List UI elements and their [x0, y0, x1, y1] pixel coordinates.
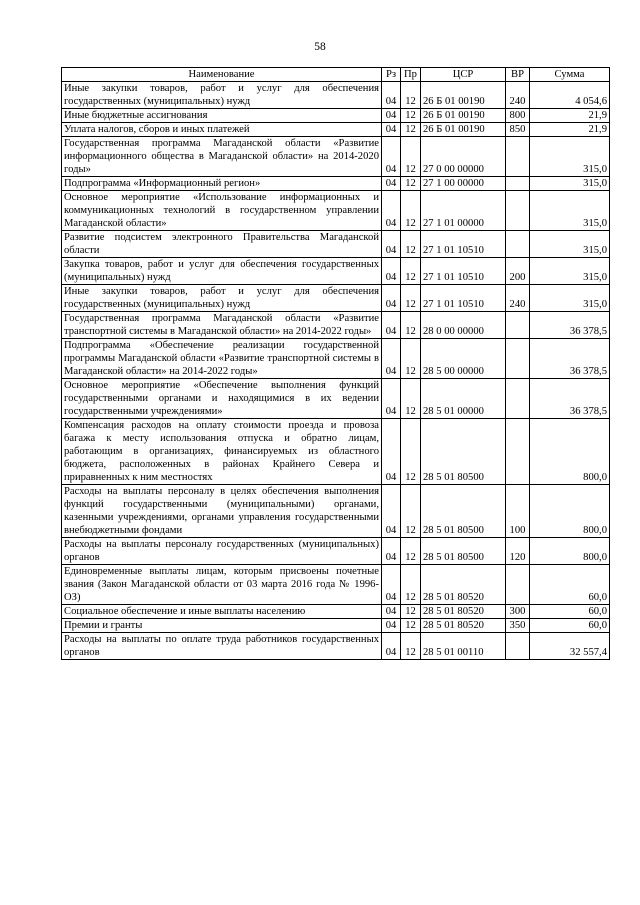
cell-name: Иные закупки товаров, работ и услуг для обеспечения государственных (муниципальных) нужд — [62, 82, 382, 109]
cell-rz: 04 — [382, 379, 401, 419]
table-row — [62, 565, 610, 605]
header-rz: Рз — [382, 68, 401, 82]
header-pr: Пр — [401, 68, 421, 82]
cell-rz: 04 — [382, 419, 401, 485]
cell-sum: 315,0 — [530, 258, 610, 285]
table-row — [62, 258, 610, 285]
cell-pr: 12 — [401, 82, 421, 109]
cell-pr: 12 — [401, 137, 421, 177]
cell-name: Государственная программа Магаданской области «Развитие информационного общества в Магаданской области» на 2014-2020 годы» — [62, 137, 382, 177]
cell-csr: 27 1 01 10510 — [421, 258, 506, 285]
table-row — [62, 485, 610, 538]
cell-rz: 04 — [382, 285, 401, 312]
cell-name: Иные закупки товаров, работ и услуг для обеспечения государственных (муниципальных) нужд — [62, 285, 382, 312]
cell-pr: 12 — [401, 285, 421, 312]
cell-pr: 12 — [401, 419, 421, 485]
cell-sum: 315,0 — [530, 191, 610, 231]
table-row — [62, 231, 610, 258]
table-row — [62, 633, 610, 660]
cell-name: Государственная программа Магаданской области «Развитие транспортной системы в Магаданской области» на 2014-2022 годы» — [62, 312, 382, 339]
cell-vr: 100 — [506, 485, 530, 538]
cell-csr: 28 5 01 80500 — [421, 538, 506, 565]
cell-name: Уплата налогов, сборов и иных платежей — [62, 123, 382, 137]
cell-pr: 12 — [401, 339, 421, 379]
page-number: 58 — [314, 41, 326, 53]
cell-pr: 12 — [401, 619, 421, 633]
budget-table — [61, 67, 610, 660]
cell-sum: 4 054,6 — [530, 82, 610, 109]
cell-vr — [506, 177, 530, 191]
cell-vr — [506, 565, 530, 605]
cell-sum: 800,0 — [530, 419, 610, 485]
cell-name: Расходы на выплаты персоналу государственных (муниципальных) органов — [62, 538, 382, 565]
cell-pr: 12 — [401, 605, 421, 619]
table-row — [62, 538, 610, 565]
cell-csr: 28 5 01 80500 — [421, 485, 506, 538]
cell-sum: 315,0 — [530, 285, 610, 312]
cell-sum: 36 378,5 — [530, 339, 610, 379]
cell-sum: 315,0 — [530, 231, 610, 258]
table-row — [62, 285, 610, 312]
header-csr: ЦСР — [421, 68, 506, 82]
cell-sum: 60,0 — [530, 619, 610, 633]
cell-vr — [506, 379, 530, 419]
cell-csr: 27 1 00 00000 — [421, 177, 506, 191]
cell-csr: 26 Б 01 00190 — [421, 82, 506, 109]
table-row — [62, 619, 610, 633]
cell-csr: 27 1 01 00000 — [421, 191, 506, 231]
cell-csr: 26 Б 01 00190 — [421, 109, 506, 123]
cell-name: Премии и гранты — [62, 619, 382, 633]
cell-pr: 12 — [401, 191, 421, 231]
cell-vr: 200 — [506, 258, 530, 285]
cell-rz: 04 — [382, 231, 401, 258]
table-row — [62, 123, 610, 137]
cell-rz: 04 — [382, 82, 401, 109]
table-row — [62, 379, 610, 419]
cell-rz: 04 — [382, 312, 401, 339]
cell-csr: 28 5 01 80520 — [421, 605, 506, 619]
cell-pr: 12 — [401, 538, 421, 565]
table-row — [62, 419, 610, 485]
cell-csr: 28 5 01 80520 — [421, 619, 506, 633]
cell-sum: 36 378,5 — [530, 312, 610, 339]
cell-pr: 12 — [401, 258, 421, 285]
cell-name: Социальное обеспечение и иные выплаты населению — [62, 605, 382, 619]
cell-vr: 240 — [506, 82, 530, 109]
cell-pr: 12 — [401, 312, 421, 339]
cell-rz: 04 — [382, 137, 401, 177]
cell-rz: 04 — [382, 191, 401, 231]
cell-csr: 28 0 00 00000 — [421, 312, 506, 339]
cell-vr — [506, 191, 530, 231]
cell-pr: 12 — [401, 565, 421, 605]
cell-name: Расходы на выплаты по оплате труда работников государственных органов — [62, 633, 382, 660]
cell-name: Подпрограмма «Информационный регион» — [62, 177, 382, 191]
cell-pr: 12 — [401, 379, 421, 419]
cell-pr: 12 — [401, 109, 421, 123]
cell-csr: 28 5 01 00110 — [421, 633, 506, 660]
cell-csr: 27 1 01 10510 — [421, 285, 506, 312]
cell-sum: 315,0 — [530, 137, 610, 177]
cell-csr: 26 Б 01 00190 — [421, 123, 506, 137]
cell-csr: 28 5 01 80500 — [421, 419, 506, 485]
cell-vr — [506, 231, 530, 258]
cell-sum: 315,0 — [530, 177, 610, 191]
cell-csr: 28 5 01 00000 — [421, 379, 506, 419]
cell-vr: 850 — [506, 123, 530, 137]
cell-sum: 60,0 — [530, 565, 610, 605]
cell-vr: 800 — [506, 109, 530, 123]
cell-vr: 240 — [506, 285, 530, 312]
header-vr: ВР — [506, 68, 530, 82]
cell-vr — [506, 633, 530, 660]
cell-pr: 12 — [401, 485, 421, 538]
header-name: Наименование — [62, 68, 382, 82]
cell-name: Основное мероприятие «Использование информационных и коммуникационных технологий в государственном управлении Магаданской области» — [62, 191, 382, 231]
cell-vr — [506, 339, 530, 379]
cell-rz: 04 — [382, 123, 401, 137]
cell-sum: 60,0 — [530, 605, 610, 619]
cell-sum: 21,9 — [530, 109, 610, 123]
cell-sum: 800,0 — [530, 485, 610, 538]
cell-name: Развитие подсистем электронного Правительства Магаданской области — [62, 231, 382, 258]
cell-csr: 28 5 00 00000 — [421, 339, 506, 379]
cell-vr: 300 — [506, 605, 530, 619]
cell-rz: 04 — [382, 109, 401, 123]
cell-rz: 04 — [382, 485, 401, 538]
cell-name: Расходы на выплаты персоналу в целях обеспечения выполнения функций государственными (муниципальными) органами, казенными учреждениями, органами управления государственными внебюджетными фондами — [62, 485, 382, 538]
cell-name: Единовременные выплаты лицам, которым присвоены почетные звания (Закон Магаданской области от 03 марта 2016 года № 1996-ОЗ) — [62, 565, 382, 605]
table-header-row — [62, 68, 610, 82]
cell-sum: 800,0 — [530, 538, 610, 565]
header-sum: Сумма — [530, 68, 610, 82]
cell-rz: 04 — [382, 633, 401, 660]
cell-vr — [506, 312, 530, 339]
table-row — [62, 312, 610, 339]
cell-rz: 04 — [382, 565, 401, 605]
cell-sum: 32 557,4 — [530, 633, 610, 660]
cell-vr — [506, 419, 530, 485]
cell-vr: 120 — [506, 538, 530, 565]
cell-pr: 12 — [401, 633, 421, 660]
cell-pr: 12 — [401, 123, 421, 137]
cell-name: Основное мероприятие «Обеспечение выполнения функций государственными органами и находящимися в их ведении государственными учреждениями» — [62, 379, 382, 419]
cell-pr: 12 — [401, 231, 421, 258]
cell-vr: 350 — [506, 619, 530, 633]
cell-csr: 27 0 00 00000 — [421, 137, 506, 177]
cell-rz: 04 — [382, 177, 401, 191]
cell-name: Иные бюджетные ассигнования — [62, 109, 382, 123]
cell-sum: 36 378,5 — [530, 379, 610, 419]
cell-vr — [506, 137, 530, 177]
cell-pr: 12 — [401, 177, 421, 191]
cell-sum: 21,9 — [530, 123, 610, 137]
cell-name: Компенсация расходов на оплату стоимости проезда и провоза багажа к месту использования отпуска и обратно лицам, работающим в организациях, финансируемых из областного бюджета, расположенных в районах Крайнего Севера и приравненных к ним местностях — [62, 419, 382, 485]
cell-csr: 27 1 01 10510 — [421, 231, 506, 258]
table-row — [62, 109, 610, 123]
table-row — [62, 191, 610, 231]
cell-rz: 04 — [382, 258, 401, 285]
cell-csr: 28 5 01 80520 — [421, 565, 506, 605]
cell-name: Закупка товаров, работ и услуг для обеспечения государственных (муниципальных) нужд — [62, 258, 382, 285]
cell-rz: 04 — [382, 619, 401, 633]
cell-rz: 04 — [382, 538, 401, 565]
table-row — [62, 137, 610, 177]
table-row — [62, 605, 610, 619]
table-row — [62, 177, 610, 191]
table-row — [62, 339, 610, 379]
table-row — [62, 82, 610, 109]
cell-rz: 04 — [382, 605, 401, 619]
cell-name: Подпрограмма «Обеспечение реализации государственной программы Магаданской области «Развитие транспортной системы в Магаданской области» на 2014-2022 годы» — [62, 339, 382, 379]
cell-rz: 04 — [382, 339, 401, 379]
